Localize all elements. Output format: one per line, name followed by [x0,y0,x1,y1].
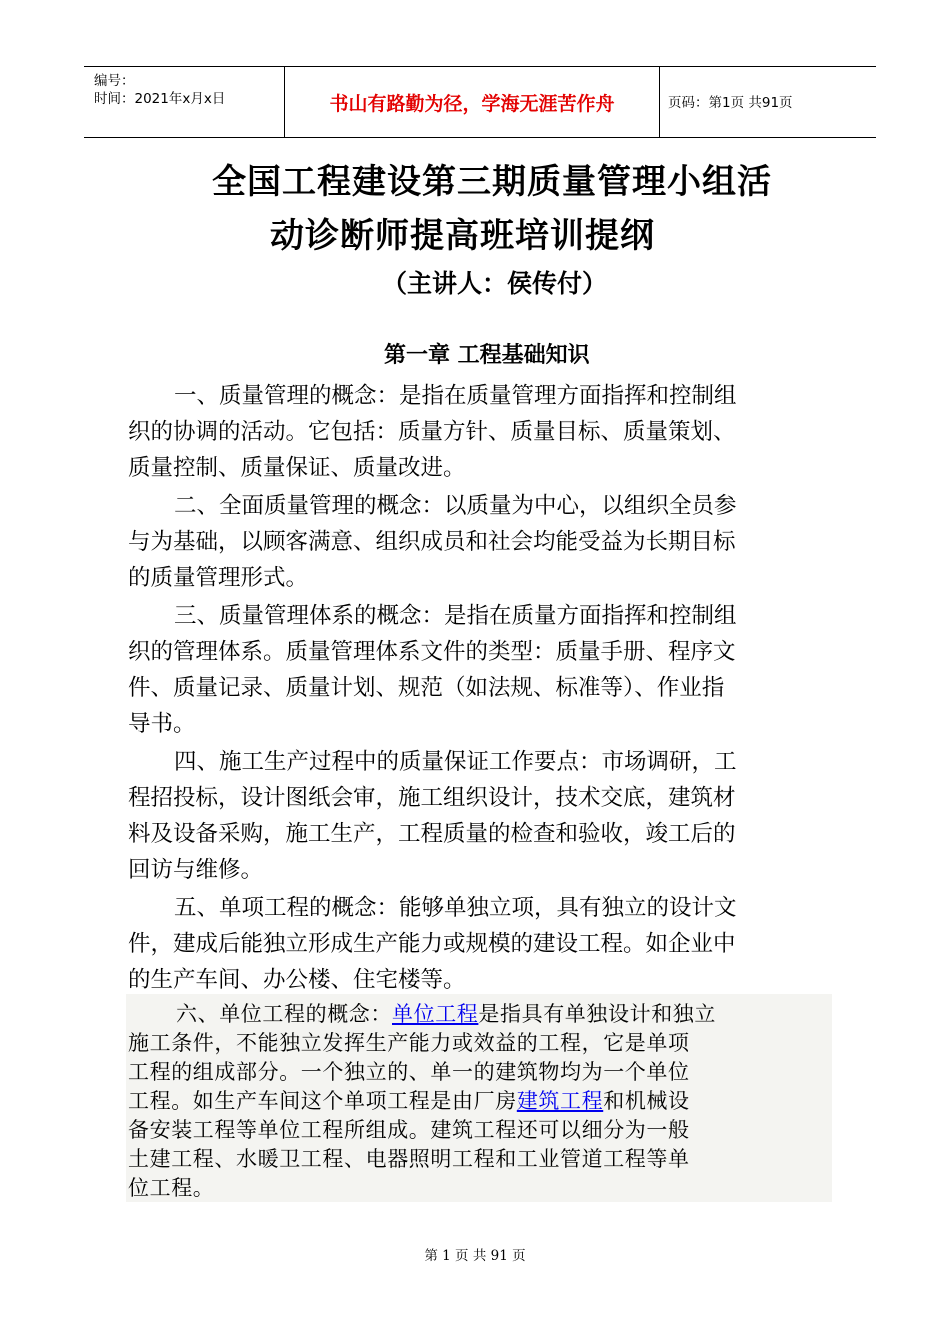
paragraph-line: 工程的组成部分。一个独立的、单一的建筑物均为一个单位 [128,1060,690,1084]
paragraph-line: 与为基础，以顾客满意、组织成员和社会均能受益为长期目标 [128,529,736,555]
link-building-project[interactable]: 建筑工程 [516,1089,604,1113]
paragraph-line: 料及设备采购，施工生产，工程质量的检查和验收，竣工后的 [128,821,736,847]
paragraph-line: 织的协调的活动。它包括：质量方针、质量目标、质量策划、 [128,419,736,445]
paragraph-line: 五、单项工程的概念：能够单独立项，具有独立的设计文 [174,895,737,921]
chapter-title: 第一章 工程基础知识 [384,343,590,368]
paragraph-text: 工程。如生产车间这个单项工程是由厂房 [128,1089,517,1113]
paragraph-line [176,1000,716,1029]
paragraph-text: 和机械设 [603,1089,690,1113]
speaker-line: （主讲人：侯传付） [382,269,608,298]
paragraph-line: 导书。 [128,711,196,737]
paragraph-line: 备安装工程等单位工程所组成。建筑工程还可以细分为一般 [128,1118,690,1142]
page-footer: 第 1 页 共 91 页 [424,1248,526,1264]
paragraph-line: 件，建成后能独立形成生产能力或规模的建设工程。如企业中 [128,931,736,957]
link-unit-project[interactable]: 单位工程 [392,1002,479,1026]
paragraph-line: 四、施工生产过程中的质量保证工作要点：市场调研，工 [174,749,737,775]
paragraph-text: 六、单位工程的概念： [176,1002,392,1026]
paragraph-line: 的生产车间、办公楼、住宅楼等。 [128,967,466,993]
document-title-line1: 全国工程建设第三期质量管理小组活 [212,162,772,202]
header-motto-cell [284,67,660,137]
paragraph-text: 是指具有单独设计和独立 [478,1002,717,1026]
header-table [84,66,876,138]
paragraph-line: 二、全面质量管理的概念：以质量为中心，以组织全员参 [174,493,737,519]
paragraph-line: 织的管理体系。质量管理体系文件的类型：质量手册、程序文 [128,639,736,665]
paragraph-line [128,1087,690,1116]
header-page-cell [660,67,876,137]
paragraph-line: 位工程。 [128,1176,215,1200]
motto: 书山有路勤为径，学海无涯苦作舟 [329,93,615,115]
paragraph-line: 施工条件，不能独立发挥生产能力或效益的工程，它是单项 [128,1031,690,1055]
paragraph-line: 质量控制、质量保证、质量改进。 [128,455,466,481]
paragraph-line: 三、质量管理体系的概念：是指在质量方面指挥和控制组 [174,603,737,629]
paragraph-line: 件、质量记录、质量计划、规范（如法规、标准等）、作业指 [128,675,725,701]
paragraph-line: 土建工程、水暖卫工程、电器照明工程和工业管道工程等单 [128,1147,690,1171]
paragraph-line: 的质量管理形式。 [128,565,309,591]
paragraph-line: 一、质量管理的概念：是指在质量管理方面指挥和控制组 [174,383,737,409]
paragraph-line: 程招投标，设计图纸会审，施工组织设计，技术交底，建筑材 [128,785,736,811]
time-label: 时间：2021年x月x日 [94,91,226,107]
header-meta-cell [84,67,284,137]
number-label: 编号： [94,73,135,89]
paragraph-line: 回访与维修。 [128,857,264,883]
page-label: 页码：第1页 共91页 [668,95,793,111]
document-title-line2: 动诊断师提高班培训提纲 [270,216,655,256]
